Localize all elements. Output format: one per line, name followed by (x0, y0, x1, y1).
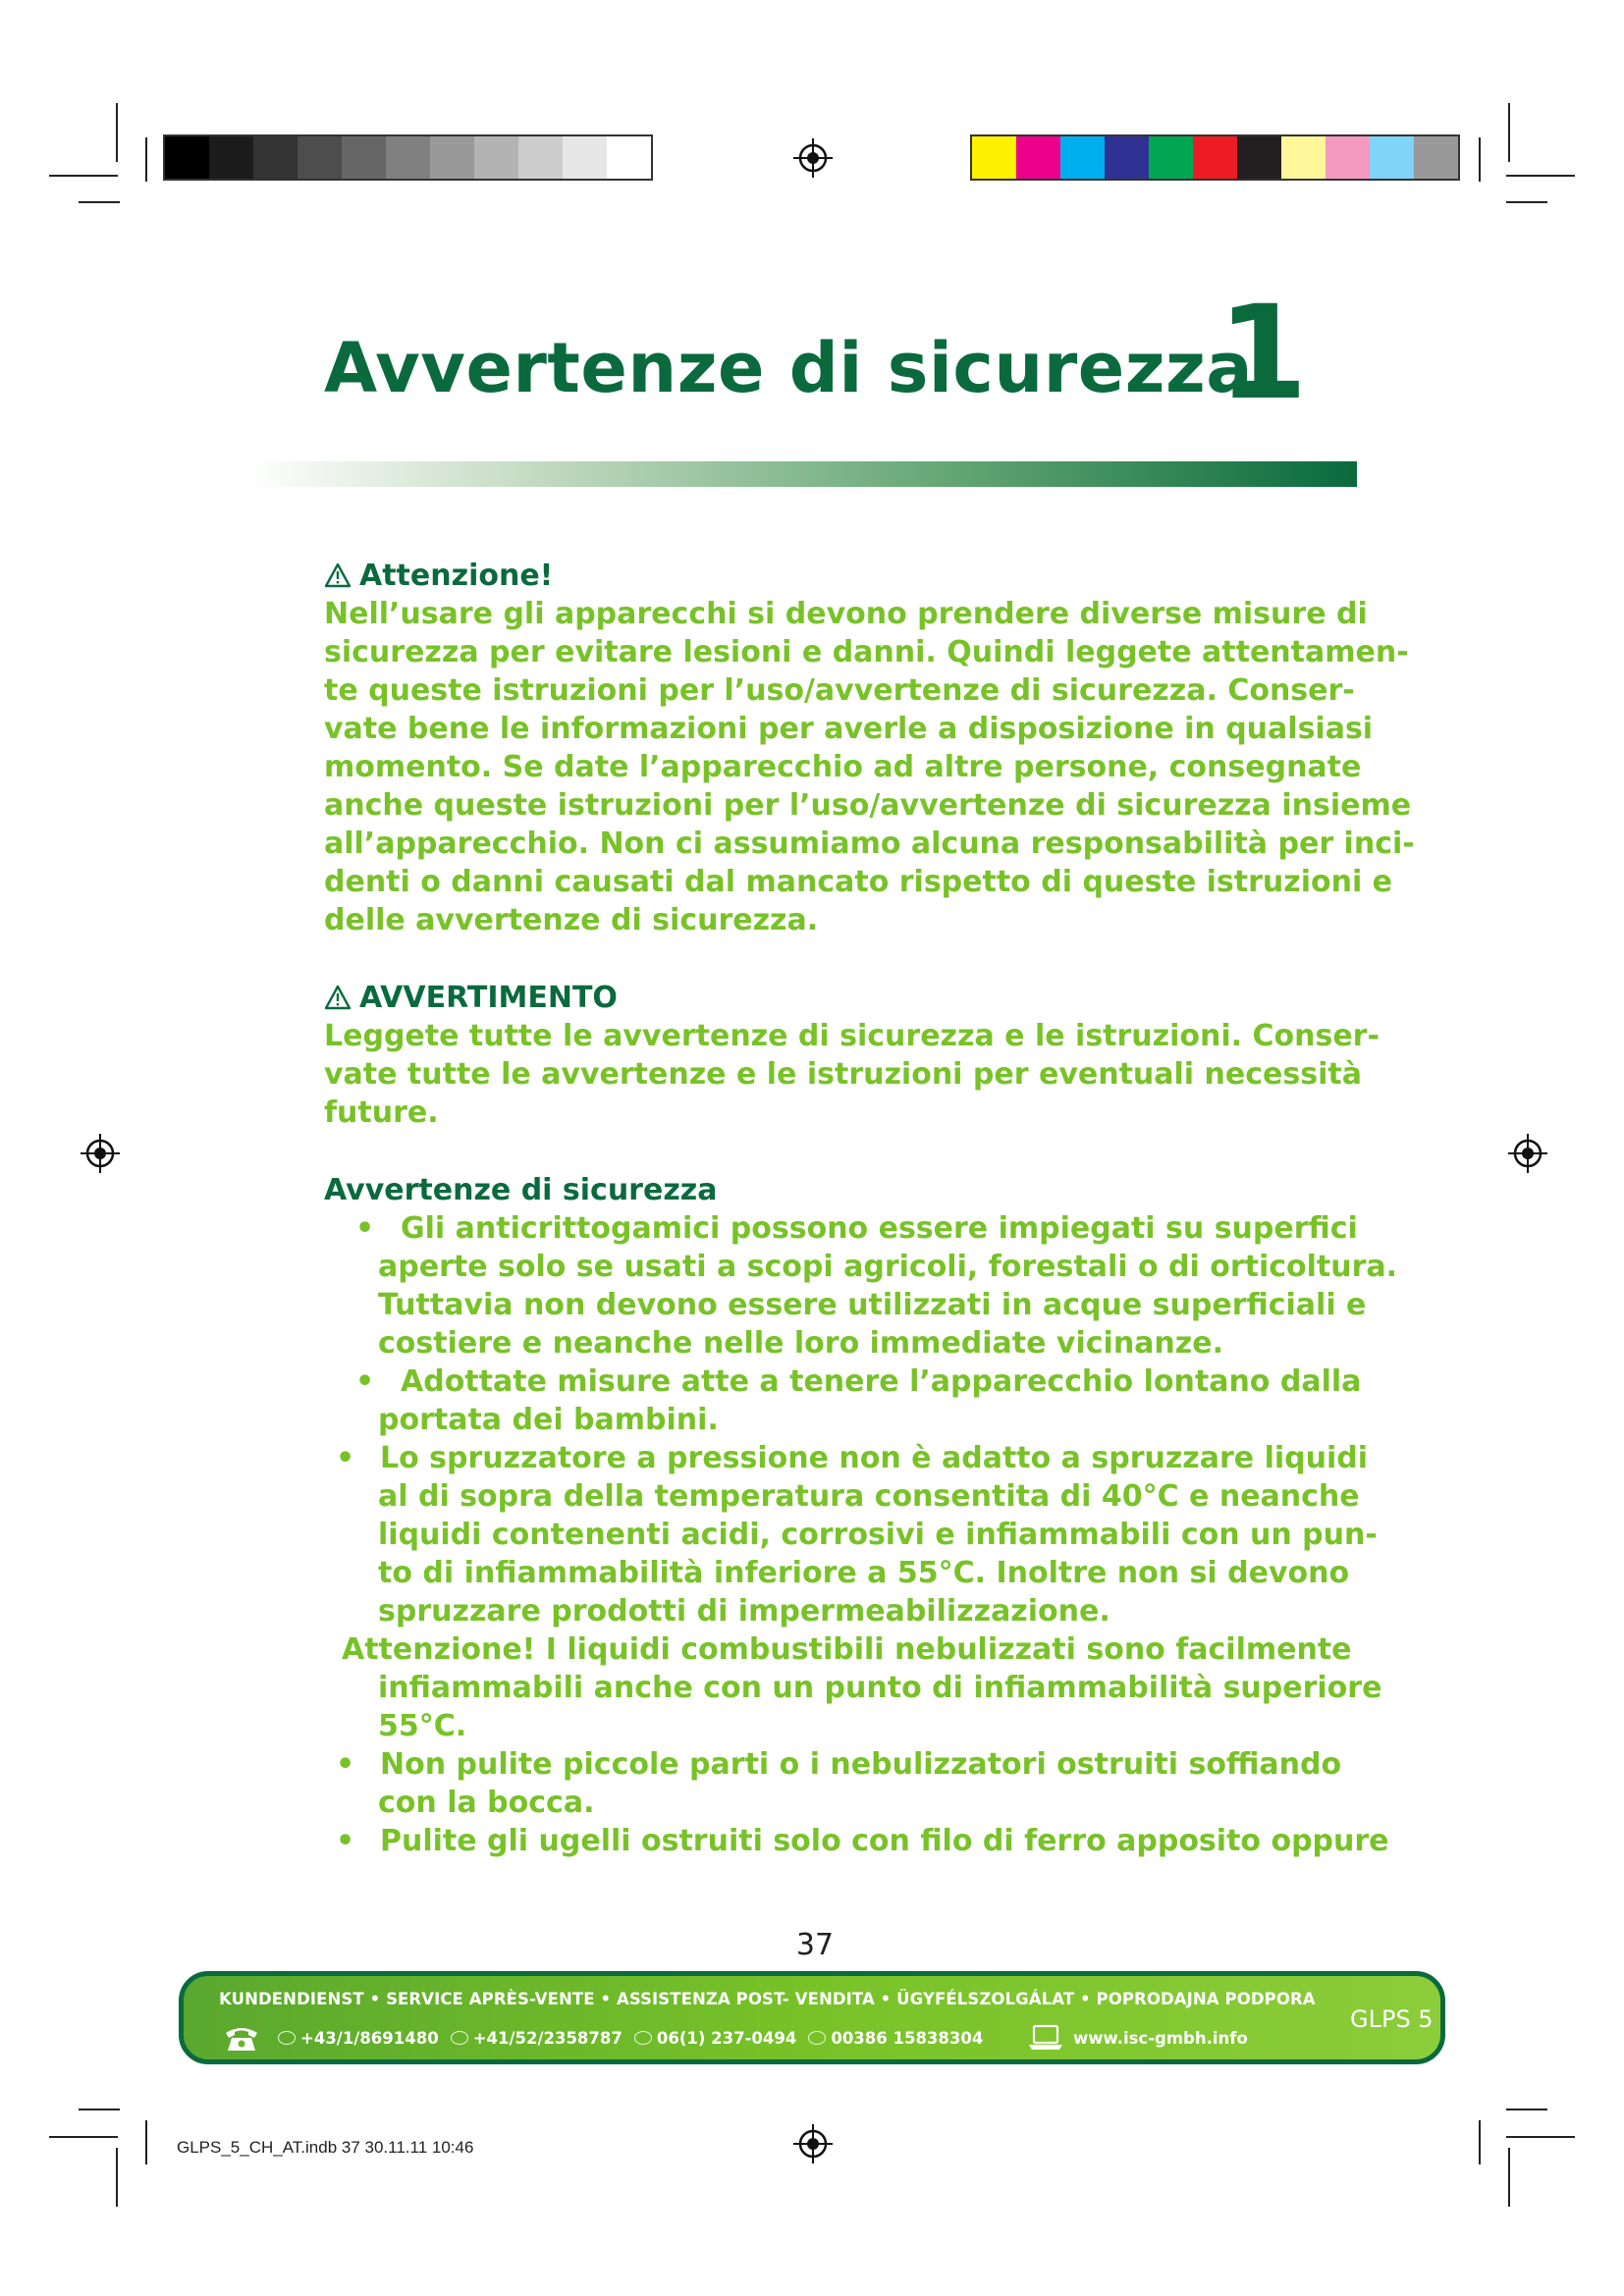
color-swatch (1281, 136, 1326, 179)
list-item (324, 1362, 1362, 1401)
text-line: Leggete tutte le avvertenze di sicurezza e le istruzioni. Conser- (324, 1019, 1380, 1053)
text-line (324, 1630, 1352, 1669)
registration-mark-icon (793, 2124, 833, 2163)
text-line (324, 1516, 1378, 1554)
bullet-text: aperte solo se usati a scopi agricoli, forestali o di orticoltura. (378, 1250, 1398, 1284)
chapter-number: 1 (1218, 278, 1308, 429)
crop-mark (49, 2136, 118, 2138)
crop-mark (1508, 103, 1510, 162)
text-line (324, 1784, 1316, 1822)
crop-mark (1479, 2120, 1481, 2164)
bullet-text: Adottate misure atte a tenere l’apparecchio lontano dalla (401, 1364, 1362, 1399)
bullet-text: portata dei bambini. (378, 1403, 719, 1437)
color-swatch (474, 136, 518, 179)
list-item (324, 1439, 1369, 1477)
crop-mark (116, 2148, 118, 2207)
text-line: all’apparecchio. Non ci assumiamo alcuna responsabilità per inci- (324, 827, 1415, 861)
registration-mark-icon (1508, 1134, 1547, 1173)
color-swatch (1193, 136, 1237, 179)
safety-list (324, 1209, 1398, 1860)
bullet-text: costiere e neanche nelle loro immediate vicinanze. (378, 1326, 1223, 1361)
color-swatch (1105, 136, 1149, 179)
bullet-text: Tuttavia non devono essere utilizzati in acque superficiali e (378, 1288, 1367, 1322)
crop-mark (79, 2109, 120, 2110)
bullet-text: Lo spruzzatore a pressione non è adatto a spruzzare liquidi (380, 1441, 1369, 1475)
color-swatch (607, 136, 651, 179)
text-line (324, 1324, 1316, 1362)
color-swatch (1149, 136, 1193, 179)
list-item (324, 1745, 1342, 1784)
print-slug: GLPS_5_CH_AT.indb 37 30.11.11 10:46 (177, 2138, 474, 2157)
note-text: infiammabili anche con un punto di infiammabilità superiore (378, 1671, 1382, 1705)
bullet-text: Non pulite piccole parti o i nebulizzatori ostruiti soffiando (380, 1747, 1342, 1782)
note-text: Attenzione! I liquidi combustibili nebulizzati sono facilmente (342, 1632, 1352, 1667)
list-item (324, 1822, 1389, 1860)
crop-mark (49, 175, 118, 177)
text-line (324, 1669, 1382, 1707)
bullet-text: Pulite gli ugelli ostruiti solo con filo di ferro apposito oppure (380, 1824, 1389, 1858)
note-text: 55°C. (378, 1709, 467, 1743)
text-line: te queste istruzioni per l’uso/avvertenze di sicurezza. Conser- (324, 673, 1355, 708)
warning-heading-text: AVVERTIMENTO (359, 981, 618, 1015)
phone-number: +41/52/2358787 (472, 2028, 623, 2048)
country-code-icon (808, 2031, 826, 2045)
bullet-text: al di sopra della temperatura consentita di 40°C e neanche (378, 1479, 1360, 1514)
color-swatch (298, 136, 342, 179)
phone-number: +43/1/8691480 (300, 2028, 439, 2048)
crop-mark (145, 2120, 147, 2164)
page-number: 37 (795, 1928, 835, 1962)
country-code-icon (451, 2031, 468, 2045)
registration-mark-icon (793, 138, 833, 178)
telephone-icon (223, 2023, 260, 2053)
crop-mark (1506, 175, 1575, 177)
warning-body (324, 1017, 1380, 1132)
text-line (324, 1554, 1350, 1592)
bullet: • (336, 1824, 355, 1858)
crop-mark (1479, 137, 1481, 182)
page-title: Avvertenze di sicurezza (324, 328, 1253, 408)
website-link[interactable] (1028, 2021, 1248, 2055)
bullet: • (355, 1211, 375, 1246)
safety-section (324, 1171, 1398, 1860)
bullet: • (336, 1747, 355, 1782)
color-swatch (1016, 136, 1060, 179)
color-swatch (1060, 136, 1105, 179)
color-swatch (518, 136, 563, 179)
color-swatch (1237, 136, 1281, 179)
bullet-text: spruzzare prodotti di impermeabilizzazione. (378, 1594, 1110, 1629)
attention-heading-text: Attenzione! (359, 559, 554, 593)
warning-triangle-icon (324, 985, 352, 1010)
color-swatch (430, 136, 474, 179)
country-code-icon (634, 2031, 652, 2045)
grayscale-color-bar (163, 134, 653, 181)
color-swatch (342, 136, 386, 179)
crop-mark (1506, 2109, 1547, 2110)
crop-mark (1508, 2148, 1510, 2207)
color-swatch (1326, 136, 1370, 179)
process-color-bar (970, 134, 1460, 181)
text-line: Nell’usare gli apparecchi si devono prendere diverse misure di (324, 597, 1368, 631)
warning-triangle-icon (324, 562, 352, 588)
crop-mark (116, 103, 118, 162)
crop-mark (79, 201, 120, 203)
bullet: • (355, 1364, 375, 1399)
color-swatch (165, 136, 209, 179)
warning-heading (324, 979, 1316, 1017)
text-line: anche queste istruzioni per l’uso/avvertenze di sicurezza insieme (324, 788, 1412, 823)
text-line: future. (324, 1095, 439, 1130)
phone-numbers (223, 2021, 983, 2055)
text-line: vate tutte le avvertenze e le istruzioni per eventuali necessità (324, 1057, 1362, 1092)
crop-mark (1506, 201, 1547, 203)
text-line (324, 1401, 1316, 1439)
bullet-text: Gli anticrittogamici possono essere impiegati su superfici (401, 1211, 1358, 1246)
service-banner (179, 1971, 1445, 2064)
text-line (324, 1592, 1316, 1630)
text-line: sicurezza per evitare lesioni e danni. Quindi leggete attentamen- (324, 635, 1409, 669)
crop-mark (145, 137, 147, 182)
color-swatch (972, 136, 1016, 179)
text-line: delle avvertenze di sicurezza. (324, 903, 819, 937)
warning-section (324, 979, 1380, 1132)
title-gradient-rule (245, 461, 1357, 487)
list-item (324, 1209, 1358, 1248)
attention-section (324, 557, 1415, 939)
color-swatch (386, 136, 430, 179)
text-line (324, 1707, 1316, 1745)
color-swatch (563, 136, 607, 179)
bullet: • (336, 1441, 355, 1475)
website-url[interactable]: www.isc-gmbh.info (1073, 2028, 1248, 2048)
text-line: vate bene le informazioni per averle a disposizione in qualsiasi (324, 712, 1374, 746)
text-line (324, 1286, 1367, 1324)
model-name: GLPS 5 (1350, 2005, 1434, 2033)
laptop-icon (1028, 2023, 1063, 2053)
text-line (324, 1248, 1398, 1286)
bullet-text: liquidi contenenti acidi, corrosivi e infiammabili con un pun- (378, 1518, 1378, 1552)
registration-mark-icon (81, 1134, 120, 1173)
safety-heading: Avvertenze di sicurezza (324, 1173, 718, 1207)
color-swatch (253, 136, 298, 179)
crop-mark (1506, 2136, 1575, 2138)
attention-body (324, 595, 1415, 939)
text-line (324, 1477, 1360, 1516)
bullet-text: to di infiammabilità inferiore a 55°C. Inoltre non si devono (378, 1556, 1350, 1590)
color-swatch (209, 136, 253, 179)
attention-heading (324, 557, 1316, 595)
color-swatch (1370, 136, 1414, 179)
text-line: momento. Se date l’apparecchio ad altre persone, consegnate (324, 750, 1362, 784)
phone-number: 00386 15838304 (831, 2028, 984, 2048)
text-line: denti o danni causati dal mancato rispetto di queste istruzioni e (324, 865, 1393, 899)
service-languages: KUNDENDIENST • SERVICE APRÈS-VENTE • ASSISTENZA POST- VENDITA • ÜGYFÉLSZOLGÁLAT • POPRODAJNA PODPORA (219, 1990, 1316, 2008)
phone-number: 06(1) 237-0494 (656, 2028, 797, 2048)
color-swatch (1414, 136, 1458, 179)
bullet-text: con la bocca. (378, 1786, 595, 1820)
country-code-icon (278, 2031, 296, 2045)
